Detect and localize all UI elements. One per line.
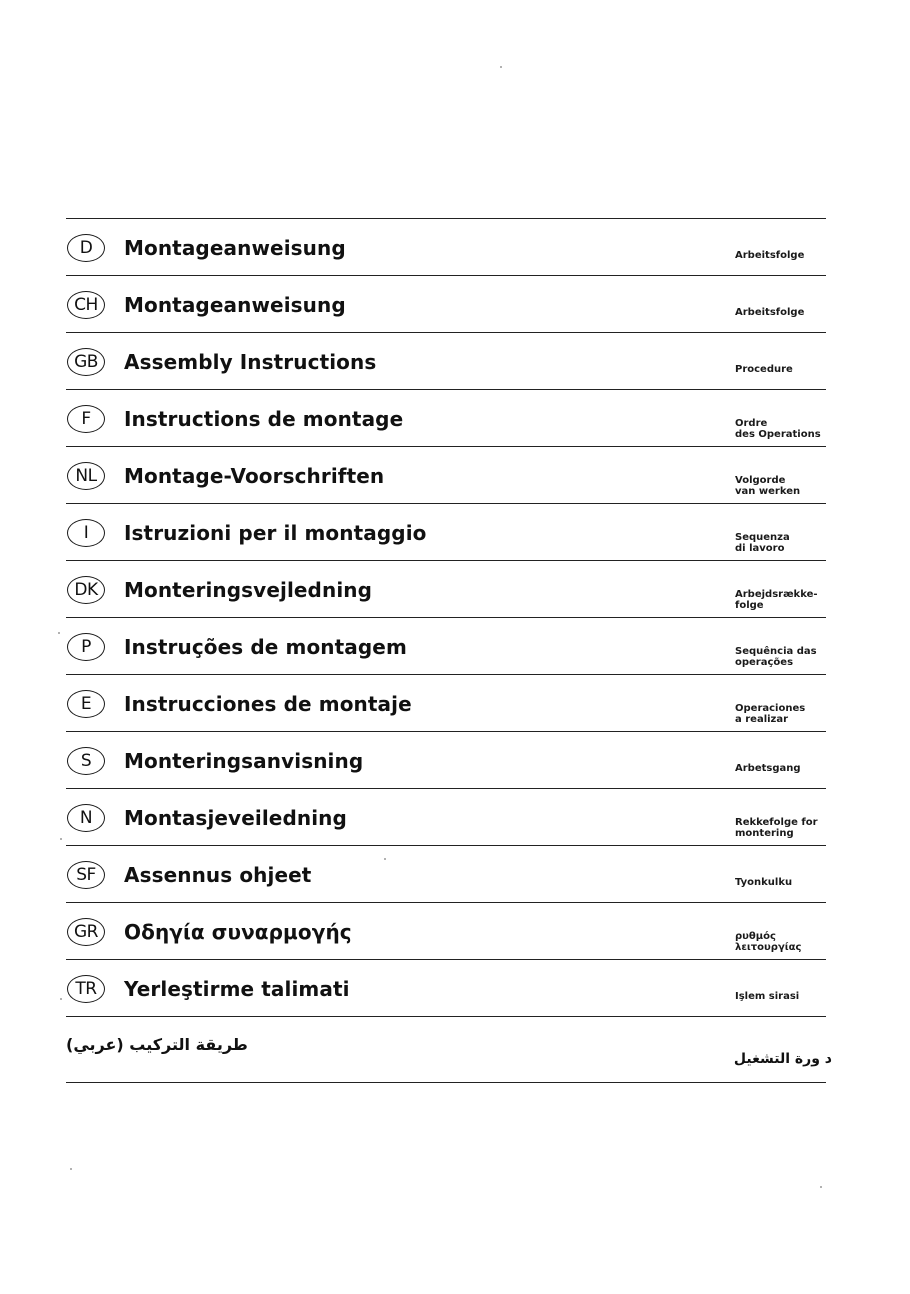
instruction-title: Instructions de montage [124, 407, 404, 431]
scan-speck [820, 1186, 822, 1188]
scan-speck [60, 838, 62, 840]
instruction-title: Monteringsvejledning [124, 578, 373, 602]
instruction-title: Yerleştirme talimati [124, 977, 350, 1001]
country-code-badge: CH [67, 291, 105, 319]
language-row-s [66, 732, 826, 789]
country-code-badge: GB [67, 348, 105, 376]
instruction-title: Assennus ohjeet [124, 863, 312, 887]
sequence-label: Arbeitsfolge [735, 250, 805, 261]
sequence-label: Arbejdsrække- folge [735, 589, 818, 611]
language-row-f [66, 390, 826, 447]
instruction-title-arabic: طريقة التركيب (عربي) [66, 1035, 248, 1054]
sequence-label: ρυθμός λειτουργίας [735, 931, 802, 953]
country-code-badge: I [67, 519, 105, 547]
instruction-title: Montageanweisung [124, 236, 346, 260]
country-code-badge: GR [67, 918, 105, 946]
country-code-badge: DK [67, 576, 105, 604]
instruction-title: Monteringsanvisning [124, 749, 364, 773]
instruction-title: Montasjeveiledning [124, 806, 347, 830]
sequence-label: Arbeitsfolge [735, 307, 805, 318]
country-code-badge: F [67, 405, 105, 433]
language-table [66, 218, 832, 1083]
scan-speck [58, 632, 60, 634]
country-code-badge: TR [67, 975, 105, 1003]
language-row-i [66, 504, 826, 561]
language-row-dk [66, 561, 826, 618]
sequence-label: Operaciones a realizar [735, 703, 806, 725]
country-code-badge: E [67, 690, 105, 718]
sequence-label-arabic: د ورة التشغيل [733, 1051, 832, 1067]
language-row-e [66, 675, 826, 732]
instruction-title: Οδηγία συναρμογής [124, 920, 352, 944]
country-code-badge: NL [67, 462, 105, 490]
country-code-badge: SF [67, 861, 105, 889]
scan-speck [500, 66, 502, 68]
instruction-title: Assembly Instructions [124, 350, 377, 374]
sequence-label: Rekkefolge for montering [735, 817, 818, 839]
instruction-title: Instrucciones de montaje [124, 692, 412, 716]
country-code-badge: P [67, 633, 105, 661]
language-row-sf [66, 846, 826, 903]
instruction-title: Istruzioni per il montaggio [124, 521, 427, 545]
scan-speck [70, 1168, 72, 1170]
sequence-label: Tyonkulku [735, 877, 793, 888]
language-row-n [66, 789, 826, 846]
sequence-label: Arbetsgang [735, 763, 801, 774]
language-row-nl [66, 447, 826, 504]
sequence-label: Procedure [735, 364, 793, 375]
sequence-label: Volgorde van werken [735, 475, 801, 497]
language-row-p [66, 618, 826, 675]
language-row-ch [66, 276, 826, 333]
country-code-badge: N [67, 804, 105, 832]
instruction-title: Instruções de montagem [124, 635, 407, 659]
language-row-d [66, 219, 826, 276]
instruction-title: Montage-Voorschriften [124, 464, 385, 488]
language-row-arabic [66, 1017, 832, 1083]
country-code-badge: S [67, 747, 105, 775]
country-code-badge: D [67, 234, 105, 262]
instruction-title: Montageanweisung [124, 293, 346, 317]
scan-speck [384, 858, 386, 860]
sequence-label: Sequência das operações [735, 646, 817, 668]
language-row-gb [66, 333, 826, 390]
sequence-label: Sequenza di lavoro [735, 532, 790, 554]
language-row-gr [66, 903, 826, 960]
scan-speck [60, 998, 62, 1000]
sequence-label: Işlem sirasi [735, 991, 800, 1002]
sequence-label: Ordre des Operations [735, 418, 821, 440]
language-row-tr [66, 960, 826, 1017]
